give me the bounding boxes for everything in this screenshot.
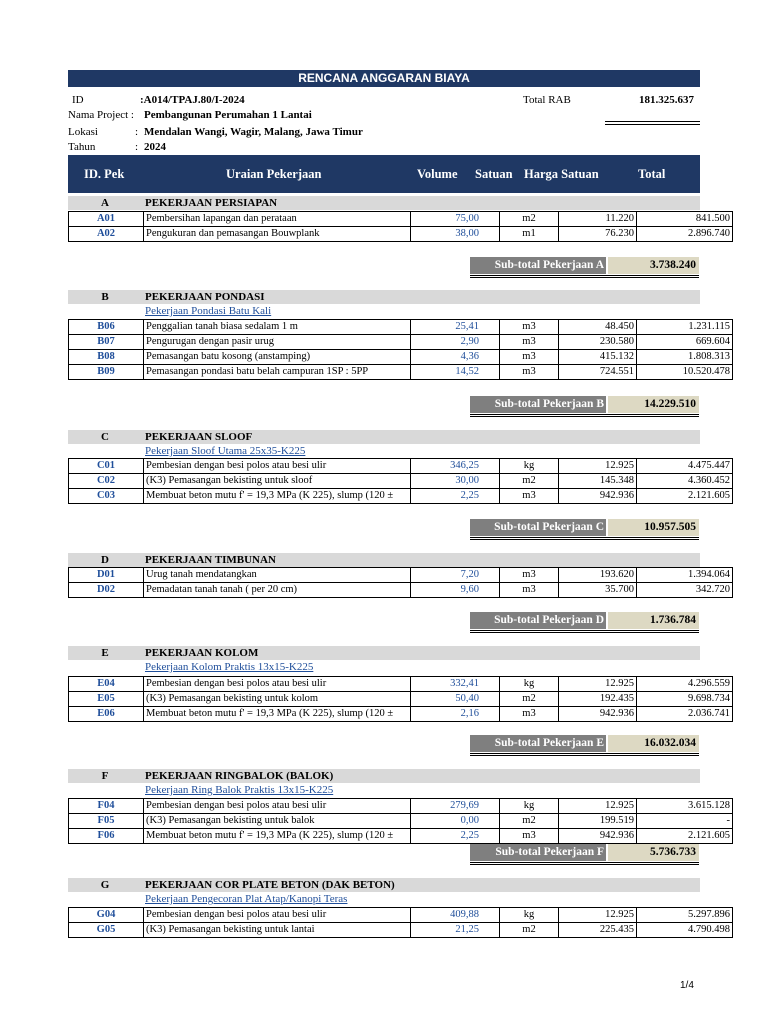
row-total: 4.475.447 (637, 459, 733, 474)
row-satuan: m3 (500, 568, 559, 583)
table-row (69, 583, 733, 598)
row-satuan: kg (500, 799, 559, 814)
section-subheading: Pekerjaan Pengecoran Plat Atap/Kanopi Teras (145, 893, 348, 905)
row-total: 669.604 (637, 335, 733, 350)
row-id: F06 (69, 829, 144, 844)
section-d-table (68, 567, 733, 598)
row-harga: 724.551 (559, 365, 637, 380)
section-b-table (68, 319, 733, 380)
row-total: 2.896.740 (637, 227, 733, 242)
row-harga: 12.925 (559, 799, 637, 814)
row-volume: 30,00 (411, 474, 500, 489)
header-id: ID. Pek (84, 167, 125, 181)
row-volume: 25,41 (411, 320, 500, 335)
total-underline-double (605, 124, 700, 125)
table-row (69, 568, 733, 583)
tahun-value: 2024 (144, 141, 166, 153)
subtotal-label: Sub-total Pekerjaan F (470, 844, 606, 861)
row-satuan: kg (500, 677, 559, 692)
subtotal-value: 3.738.240 (608, 257, 699, 274)
table-row (69, 227, 733, 242)
section-f-header (68, 769, 700, 783)
header-uraian: Uraian Pekerjaan (226, 167, 322, 181)
row-harga: 145.348 (559, 474, 637, 489)
section-name: PEKERJAAN COR PLATE BETON (DAK BETON) (145, 879, 395, 891)
row-volume: 7,20 (411, 568, 500, 583)
row-harga: 12.925 (559, 459, 637, 474)
row-desc: Urug tanah mendatangkan (144, 568, 411, 583)
row-satuan: m2 (500, 474, 559, 489)
row-total: 2.121.605 (637, 489, 733, 504)
row-total: 10.520.478 (637, 365, 733, 380)
section-name: PEKERJAAN SLOOF (145, 431, 253, 443)
subtotal-label: Sub-total Pekerjaan A (470, 257, 606, 274)
id-value: :A014/TPAJ.80/I-2024 (140, 94, 245, 106)
row-harga: 942.936 (559, 489, 637, 504)
section-c-header (68, 430, 700, 444)
section-code: A (101, 197, 109, 209)
row-id: E04 (69, 677, 144, 692)
row-volume: 332,41 (411, 677, 500, 692)
row-id: D02 (69, 583, 144, 598)
tahun-colon: : (135, 141, 139, 153)
row-total: 1.394.064 (637, 568, 733, 583)
table-row (69, 829, 733, 844)
tahun-label: Tahun (68, 141, 96, 153)
row-harga: 199.519 (559, 814, 637, 829)
row-harga: 192.435 (559, 692, 637, 707)
table-row (69, 814, 733, 829)
row-id: G05 (69, 923, 144, 938)
section-name: PEKERJAAN PONDASI (145, 291, 265, 303)
row-satuan: m3 (500, 335, 559, 350)
row-total: 3.615.128 (637, 799, 733, 814)
total-rab-label: Total RAB (523, 94, 571, 106)
row-id: F05 (69, 814, 144, 829)
row-harga: 193.620 (559, 568, 637, 583)
section-d-header (68, 553, 700, 567)
row-id: A02 (69, 227, 144, 242)
row-total: 4.790.498 (637, 923, 733, 938)
row-desc: (K3) Pemasangan bekisting untuk lantai (144, 923, 411, 938)
subtotal-value: 1.736.784 (608, 612, 699, 629)
row-total: 841.500 (637, 212, 733, 227)
row-satuan: m3 (500, 350, 559, 365)
row-volume: 2,25 (411, 829, 500, 844)
row-volume: 0,00 (411, 814, 500, 829)
row-desc: Pengurugan dengan pasir urug (144, 335, 411, 350)
subtotal-label: Sub-total Pekerjaan D (470, 612, 606, 629)
row-desc: (K3) Pemasangan bekisting untuk sloof (144, 474, 411, 489)
section-subheading: Pekerjaan Pondasi Batu Kali (145, 305, 272, 317)
section-code: B (101, 291, 109, 303)
row-desc: Membuat beton mutu f' = 19,3 MPa (K 225), slump (120 ± (144, 829, 411, 844)
row-harga: 11.220 (559, 212, 637, 227)
project-value: Pembangunan Perumahan 1 Lantai (144, 109, 312, 121)
table-row (69, 212, 733, 227)
table-row (69, 707, 733, 722)
section-code: E (101, 647, 109, 659)
row-volume: 279,69 (411, 799, 500, 814)
section-subheading: Pekerjaan Ring Balok Praktis 13x15-K225 (145, 784, 334, 796)
row-id: C02 (69, 474, 144, 489)
section-g-table (68, 907, 733, 938)
row-total: 4.360.452 (637, 474, 733, 489)
subtotal-a (470, 257, 700, 274)
row-total: 9.698.734 (637, 692, 733, 707)
table-row (69, 350, 733, 365)
section-c-table (68, 458, 733, 504)
row-satuan: kg (500, 908, 559, 923)
row-harga: 35.700 (559, 583, 637, 598)
subtotal-value: 10.957.505 (608, 519, 699, 536)
row-desc: Pemasangan batu kosong (anstamping) (144, 350, 411, 365)
subtotal-b (470, 396, 700, 413)
row-satuan: kg (500, 459, 559, 474)
table-row (69, 320, 733, 335)
table-row (69, 799, 733, 814)
row-satuan: m3 (500, 707, 559, 722)
row-desc: Pengukuran dan pemasangan Bouwplank (144, 227, 411, 242)
row-desc: Pemadatan tanah tanah ( per 20 cm) (144, 583, 411, 598)
row-satuan: m3 (500, 583, 559, 598)
row-satuan: m3 (500, 365, 559, 380)
subtotal-value: 14.229.510 (608, 396, 699, 413)
row-harga: 48.450 (559, 320, 637, 335)
row-id: E05 (69, 692, 144, 707)
id-label: ID (72, 94, 84, 106)
row-harga: 12.925 (559, 677, 637, 692)
row-desc: Membuat beton mutu f' = 19,3 MPa (K 225), slump (120 ± (144, 489, 411, 504)
row-satuan: m2 (500, 212, 559, 227)
row-harga: 942.936 (559, 829, 637, 844)
section-b-header (68, 290, 700, 304)
row-total: 342.720 (637, 583, 733, 598)
row-desc: Pembesian dengan besi polos atau besi ulir (144, 677, 411, 692)
table-row (69, 489, 733, 504)
row-id: B09 (69, 365, 144, 380)
row-volume: 50,40 (411, 692, 500, 707)
section-e-header (68, 646, 700, 660)
table-row (69, 335, 733, 350)
header-satuan: Satuan (475, 167, 513, 181)
row-harga: 415.132 (559, 350, 637, 365)
header-total: Total (638, 167, 666, 181)
row-id: B07 (69, 335, 144, 350)
table-row (69, 692, 733, 707)
table-header (68, 155, 700, 193)
row-satuan: m3 (500, 489, 559, 504)
row-volume: 9,60 (411, 583, 500, 598)
row-desc: (K3) Pemasangan bekisting untuk balok (144, 814, 411, 829)
row-volume: 409,88 (411, 908, 500, 923)
row-satuan: m3 (500, 829, 559, 844)
row-total: 2.121.605 (637, 829, 733, 844)
lokasi-colon: : (135, 126, 139, 138)
subtotal-e (470, 735, 700, 752)
subtotal-f (470, 844, 700, 861)
row-total: - (637, 814, 733, 829)
row-harga: 225.435 (559, 923, 637, 938)
subtotal-value: 16.032.034 (608, 735, 699, 752)
section-code: G (100, 879, 110, 891)
table-row (69, 459, 733, 474)
row-volume: 75,00 (411, 212, 500, 227)
table-row (69, 923, 733, 938)
row-desc: Pembesian dengan besi polos atau besi ulir (144, 908, 411, 923)
row-satuan: m1 (500, 227, 559, 242)
row-id: G04 (69, 908, 144, 923)
row-desc: (K3) Pemasangan bekisting untuk kolom (144, 692, 411, 707)
project-label: Nama Project : (68, 109, 134, 121)
section-e-table (68, 676, 733, 722)
row-desc: Pemasangan pondasi batu belah campuran 1SP : 5PP (144, 365, 411, 380)
section-a-header (68, 196, 700, 210)
total-underline (605, 121, 700, 122)
row-total: 1.808.313 (637, 350, 733, 365)
lokasi-label: Lokasi (68, 126, 98, 138)
row-total: 2.036.741 (637, 707, 733, 722)
section-name: PEKERJAAN TIMBUNAN (145, 554, 276, 566)
row-satuan: m2 (500, 814, 559, 829)
row-harga: 76.230 (559, 227, 637, 242)
row-volume: 38,00 (411, 227, 500, 242)
section-name: PEKERJAAN RINGBALOK (BALOK) (145, 770, 334, 782)
row-id: E06 (69, 707, 144, 722)
header-volume: Volume (417, 167, 458, 181)
row-harga: 12.925 (559, 908, 637, 923)
table-row (69, 908, 733, 923)
subtotal-label: Sub-total Pekerjaan B (470, 396, 606, 413)
page-number: 1/4 (680, 980, 694, 991)
section-subheading: Pekerjaan Sloof Utama 25x35-K225 (145, 445, 306, 457)
row-volume: 2,90 (411, 335, 500, 350)
row-desc: Penggalian tanah biasa sedalam 1 m (144, 320, 411, 335)
row-total: 1.231.115 (637, 320, 733, 335)
row-id: B08 (69, 350, 144, 365)
total-rab-value: 181.325.637 (639, 94, 694, 106)
table-row (69, 365, 733, 380)
header-harga: Harga Satuan (524, 167, 599, 181)
subtotal-value: 5.736.733 (608, 844, 699, 861)
row-satuan: m3 (500, 320, 559, 335)
subtotal-label: Sub-total Pekerjaan E (470, 735, 606, 752)
lokasi-value: Mendalan Wangi, Wagir, Malang, Jawa Timur (144, 126, 363, 138)
subtotal-c (470, 519, 700, 536)
row-total: 4.296.559 (637, 677, 733, 692)
table-row (69, 474, 733, 489)
subtotal-label: Sub-total Pekerjaan C (470, 519, 606, 536)
row-desc: Pembesian dengan besi polos atau besi ulir (144, 459, 411, 474)
section-code: F (101, 770, 109, 782)
row-id: D01 (69, 568, 144, 583)
row-total: 5.297.896 (637, 908, 733, 923)
row-id: A01 (69, 212, 144, 227)
row-id: C03 (69, 489, 144, 504)
document-title: RENCANA ANGGARAN BIAYA (68, 70, 700, 87)
row-desc: Pembersihan lapangan dan perataan (144, 212, 411, 227)
row-satuan: m2 (500, 923, 559, 938)
row-satuan: m2 (500, 692, 559, 707)
section-code: D (101, 554, 109, 566)
row-volume: 14,52 (411, 365, 500, 380)
section-name: PEKERJAAN KOLOM (145, 647, 259, 659)
row-id: B06 (69, 320, 144, 335)
row-volume: 2,25 (411, 489, 500, 504)
row-desc: Pembesian dengan besi polos atau besi ulir (144, 799, 411, 814)
row-volume: 4,36 (411, 350, 500, 365)
row-id: F04 (69, 799, 144, 814)
row-desc: Membuat beton mutu f' = 19,3 MPa (K 225), slump (120 ± (144, 707, 411, 722)
row-id: C01 (69, 459, 144, 474)
section-subheading: Pekerjaan Kolom Praktis 13x15-K225 (145, 661, 314, 673)
subtotal-d (470, 612, 700, 629)
table-row (69, 677, 733, 692)
row-volume: 346,25 (411, 459, 500, 474)
row-volume: 2,16 (411, 707, 500, 722)
section-f-table (68, 798, 733, 844)
row-harga: 942.936 (559, 707, 637, 722)
section-g-header (68, 878, 700, 892)
section-name: PEKERJAAN PERSIAPAN (145, 197, 278, 209)
row-volume: 21,25 (411, 923, 500, 938)
row-harga: 230.580 (559, 335, 637, 350)
section-a-table (68, 211, 733, 242)
section-code: C (101, 431, 109, 443)
